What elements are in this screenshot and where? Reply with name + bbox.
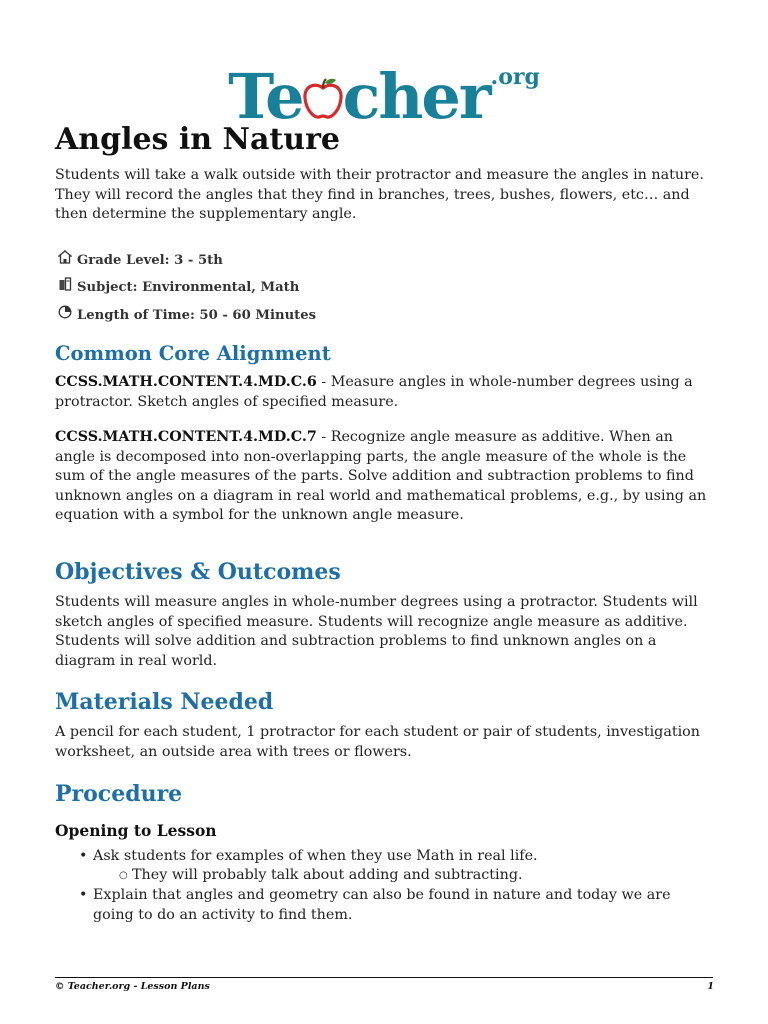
list-item-text: Explain that angles and geometry can also be found in nature and today we are going to do an activity to find them.: [93, 887, 671, 923]
logo-tld: .org: [490, 64, 540, 90]
hollow-bullet-icon: ○: [119, 870, 128, 881]
teacher-org-logo[interactable]: [0, 42, 768, 132]
subject-text: Subject: Environmental, Math: [77, 280, 300, 295]
footer-copyright: © Teacher.org - Lesson Plans: [55, 981, 210, 992]
list-item-text: Ask students for examples of when they use Math in real life.: [93, 848, 538, 864]
length-of-time-text: Length of Time: 50 - 60 Minutes: [77, 308, 317, 323]
page-title: Angles in Nature: [55, 122, 340, 157]
list-item: [79, 886, 713, 925]
grade-level-text: Grade Level: 3 - 5th: [77, 253, 223, 268]
logo-text-end: cher: [342, 60, 490, 133]
page-number: 1: [707, 981, 714, 992]
clock-icon: [57, 305, 73, 325]
materials-heading: Materials Needed: [55, 689, 274, 715]
logo-text-start: Te: [228, 60, 303, 133]
standard-code: CCSS.MATH.CONTENT.4.MD.C.7: [55, 429, 317, 445]
list-item: [119, 866, 732, 886]
common-core-item-2: [55, 428, 715, 526]
common-core-heading: Common Core Alignment: [55, 342, 331, 365]
objectives-heading: Objectives & Outcomes: [55, 559, 341, 585]
common-core-item-1: [55, 373, 715, 412]
grade-level: [57, 250, 223, 270]
opening-to-lesson-heading: Opening to Lesson: [55, 821, 217, 840]
books-icon: [57, 277, 73, 297]
objectives-paragraph: Students will measure angles in whole-number degrees using a protractor. Students will sketch angles of specified measure. Students will recognize angle measure as additive. Students will solve addition and subtraction problems to find unknown angles on a diagram in real world.: [55, 594, 698, 669]
intro-paragraph: Students will take a walk outside with their protractor and measure the angles in nature. They will record the angles that they find in branches, trees, bushes, flowers, etc… and then determine the supplementary angle.: [55, 167, 704, 223]
footer-divider: [55, 977, 713, 978]
list-item-text: They will probably talk about adding and subtracting.: [132, 867, 523, 883]
length-of-time: [57, 305, 316, 325]
standard-text: - Recognize angle measure as additive. When an angle is decomposed into non-overlapping parts, the angle measure of the whole is the sum of the angle measures of the parts. Solve addition and subtraction problems to find unknown angles on a diagram in real world and mathematical problems, e.g., by using an equation with a symbol for the unknown angle measure.: [55, 429, 707, 524]
standard-text: - Measure angles in whole-number degrees using a protractor. Sketch angles of specified measure.: [55, 374, 693, 410]
procedure-heading: Procedure: [55, 781, 183, 807]
subject: [57, 277, 299, 297]
bullet-icon: •: [79, 848, 88, 864]
schoolhouse-icon: [57, 250, 73, 270]
standard-code: CCSS.MATH.CONTENT.4.MD.C.6: [55, 374, 317, 390]
list-item: [79, 847, 733, 867]
bullet-icon: •: [79, 887, 88, 903]
materials-paragraph: A pencil for each student, 1 protractor for each student or pair of students, investigation worksheet, an outside area with trees or flowers.: [55, 724, 700, 760]
apple-icon: [301, 76, 345, 120]
